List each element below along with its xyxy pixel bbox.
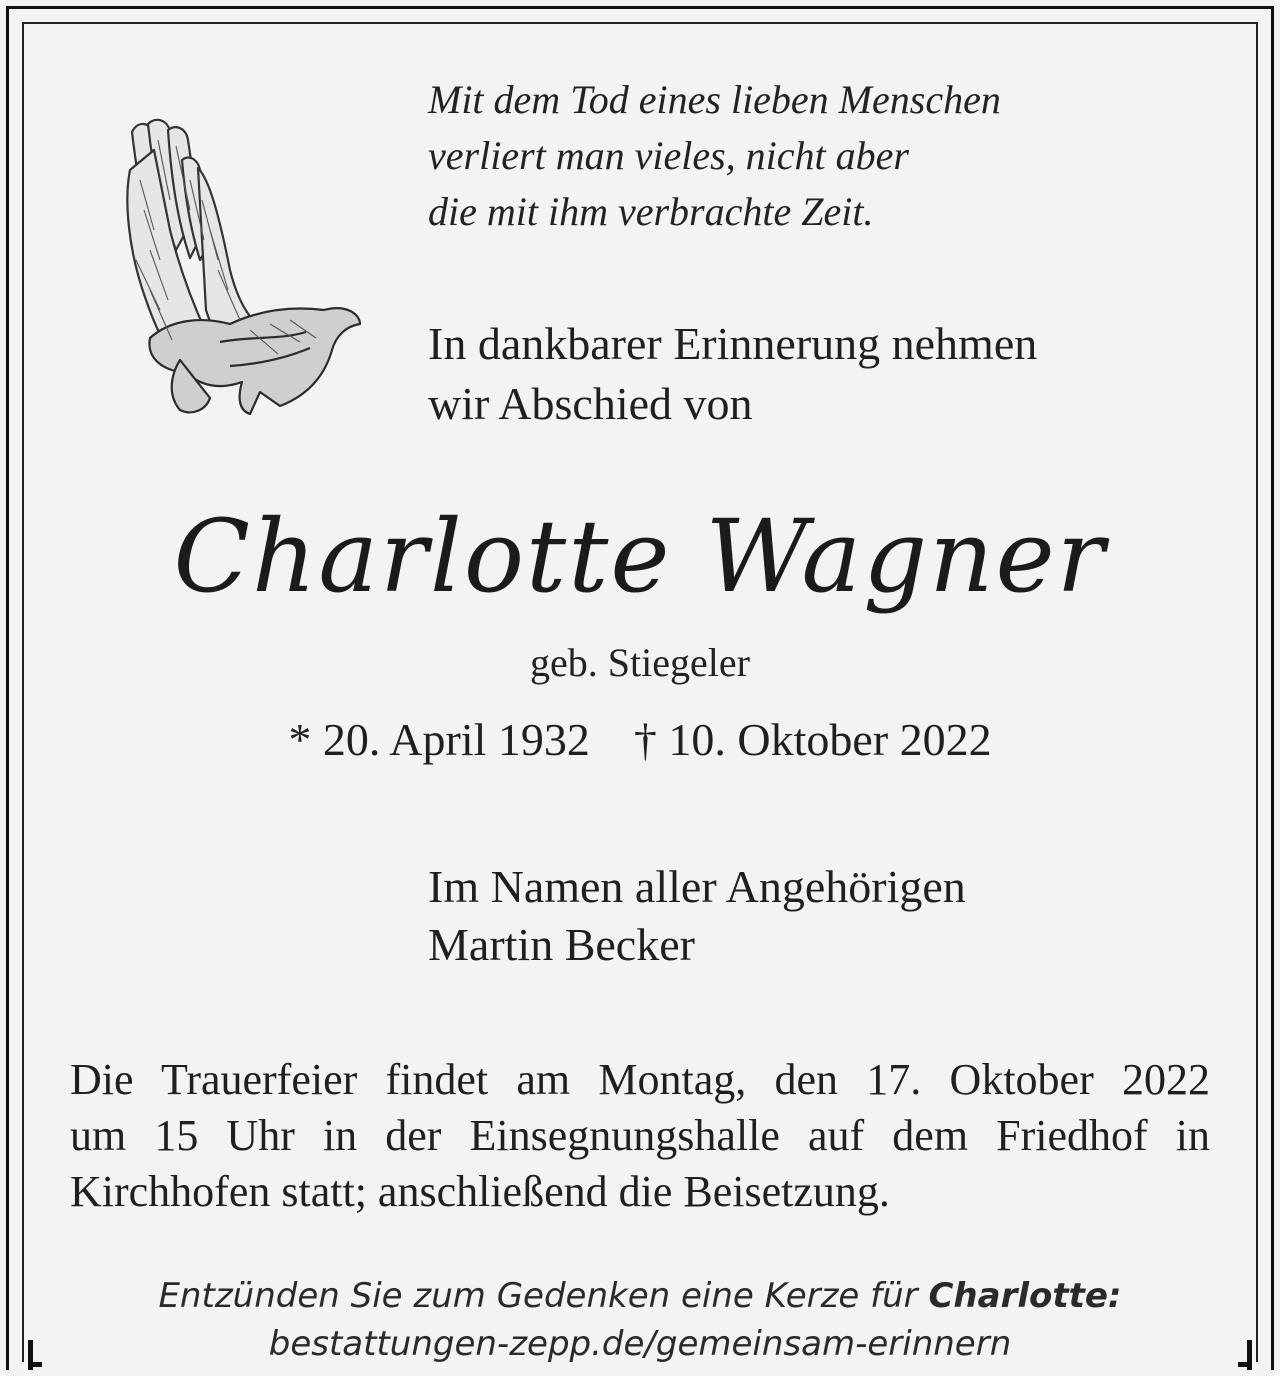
family-signature — [428, 858, 966, 974]
maiden-name: geb. Stiegeler — [530, 640, 750, 685]
family-line: Im Namen aller Angehörigen — [428, 861, 966, 912]
candle-name: Charlotte: — [928, 1276, 1122, 1316]
intro-line: In dankbarer Erinnerung nehmen — [428, 318, 1038, 369]
quote-line: die mit ihm verbrachte Zeit. — [428, 189, 874, 234]
quote-line: Mit dem Tod eines lieben Menschen — [428, 77, 1001, 122]
funeral-line: Die Trauerfeier findet am Montag, den 17. Oktober 2022 — [70, 1055, 1210, 1104]
birth-date: * 20. April 1932 — [288, 714, 590, 765]
memorial-url[interactable]: bestattungen-zepp.de/gemeinsam-erinnern — [268, 1324, 1012, 1364]
candle-text: Entzünden Sie zum Gedenken eine Kerze für — [158, 1276, 918, 1316]
life-dates — [0, 712, 1280, 768]
quote-block — [428, 72, 1001, 240]
death-date: † 10. Oktober 2022 — [633, 714, 992, 765]
farewell-intro — [428, 314, 1037, 434]
funeral-line: um 15 Uhr in der Einsegnungshalle auf dem Friedhof in — [70, 1111, 1210, 1160]
quote-line: verliert man vieles, nicht aber — [428, 133, 909, 178]
family-line: Martin Becker — [428, 919, 695, 970]
intro-line: wir Abschied von — [428, 378, 753, 429]
funeral-details — [70, 1052, 1210, 1220]
deceased-name: Charlotte Wagner — [173, 498, 1107, 615]
praying-hands-icon — [110, 110, 370, 430]
candle-footer — [0, 1272, 1280, 1368]
funeral-line: Kirchhofen statt; anschließend die Beisetzung. — [70, 1167, 890, 1216]
